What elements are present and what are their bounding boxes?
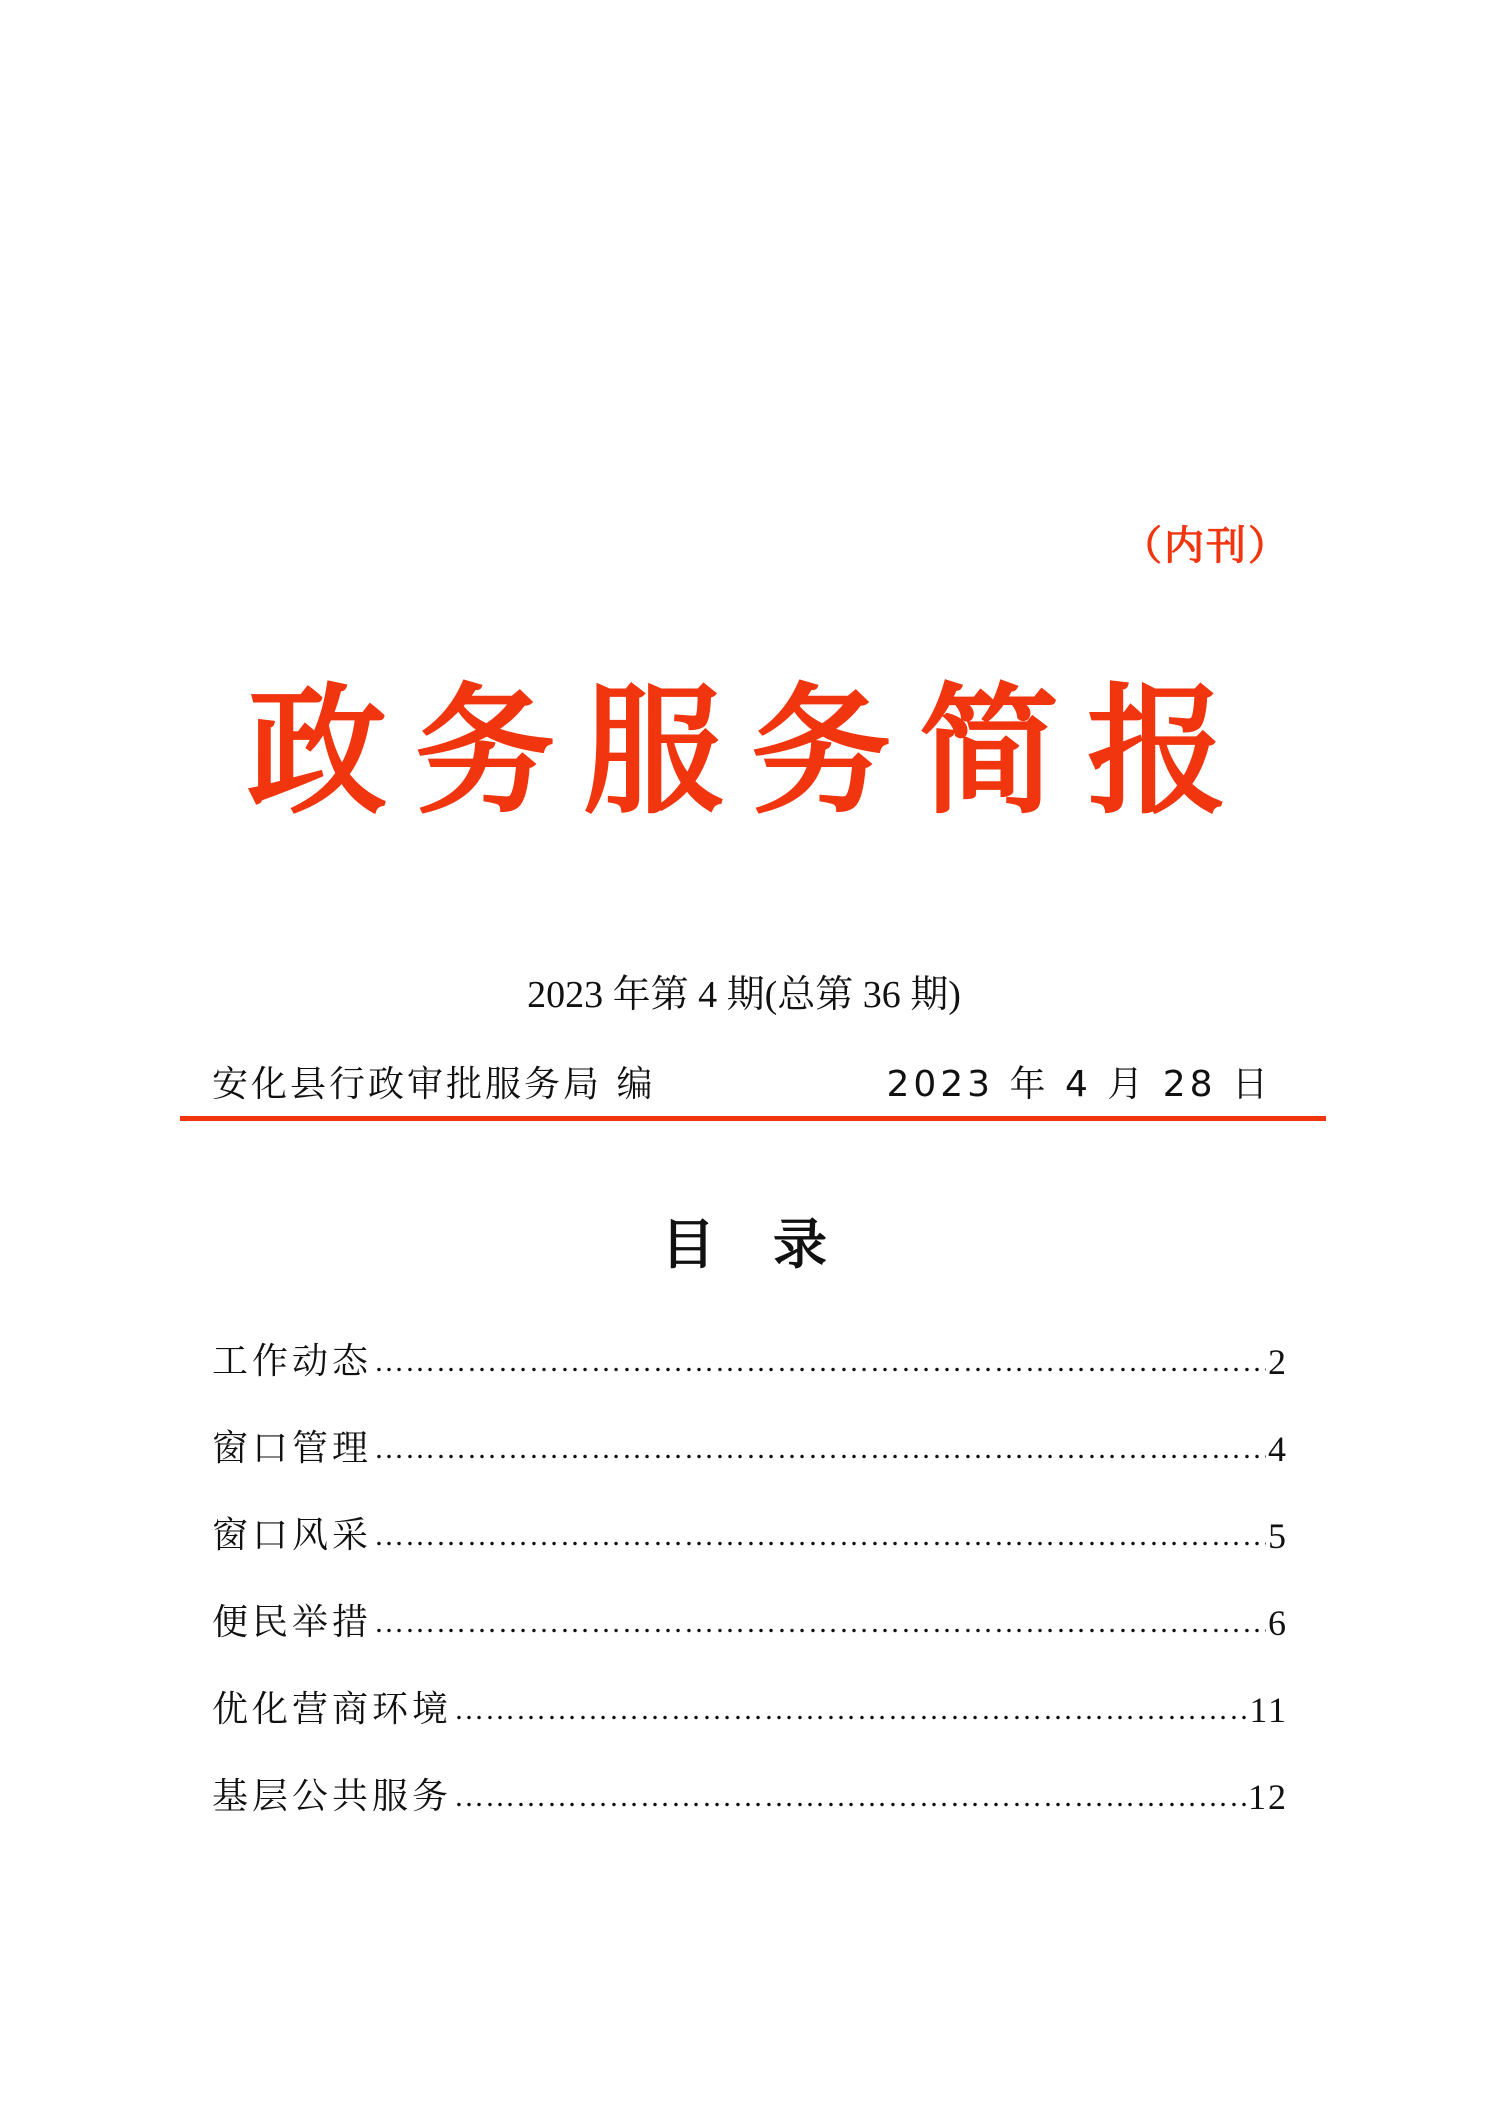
table-of-contents <box>212 1305 1288 1827</box>
header-divider-line <box>180 1116 1326 1121</box>
issue-number: 2023 年第 4 期(总第 36 期) <box>527 974 961 1016</box>
issue-date: 2023 年 4 月 28 日 <box>886 1064 1272 1105</box>
bulletin-title: 政务服务简报 <box>246 670 1255 834</box>
toc-leader-dots <box>374 1506 1266 1566</box>
toc-leader-dots <box>374 1332 1266 1392</box>
toc-item-page: 11 <box>1249 1690 1288 1730</box>
toc-item-page: 2 <box>1268 1342 1288 1382</box>
toc-leader-dots <box>374 1419 1266 1479</box>
toc-item-label: 工作动态 <box>212 1341 373 1382</box>
toc-item-page: 6 <box>1268 1603 1288 1643</box>
editor-name: 安化县行政审批服务局 编 <box>212 1064 656 1105</box>
toc-item[interactable] <box>212 1653 1288 1740</box>
toc-leader-dots <box>374 1593 1266 1653</box>
toc-item-label: 便民举措 <box>212 1602 373 1643</box>
toc-item[interactable] <box>212 1305 1288 1392</box>
toc-item-page: 5 <box>1268 1516 1288 1556</box>
internal-publication-tag: （内刊） <box>1122 522 1290 569</box>
toc-item[interactable] <box>212 1566 1288 1653</box>
toc-item-page: 12 <box>1248 1777 1288 1817</box>
toc-item[interactable] <box>212 1740 1288 1827</box>
toc-item-label: 窗口风采 <box>212 1515 373 1556</box>
toc-item-label: 基层公共服务 <box>212 1776 453 1817</box>
editor-row <box>212 1055 1272 1115</box>
toc-leader-dots <box>454 1680 1247 1740</box>
toc-item-label: 窗口管理 <box>212 1428 373 1469</box>
toc-leader-dots <box>454 1767 1246 1827</box>
toc-heading: 目录 <box>661 1213 885 1276</box>
toc-item-page: 4 <box>1268 1429 1288 1469</box>
toc-item-label: 优化营商环境 <box>212 1689 453 1730</box>
toc-item[interactable] <box>212 1392 1288 1479</box>
toc-item[interactable] <box>212 1479 1288 1566</box>
